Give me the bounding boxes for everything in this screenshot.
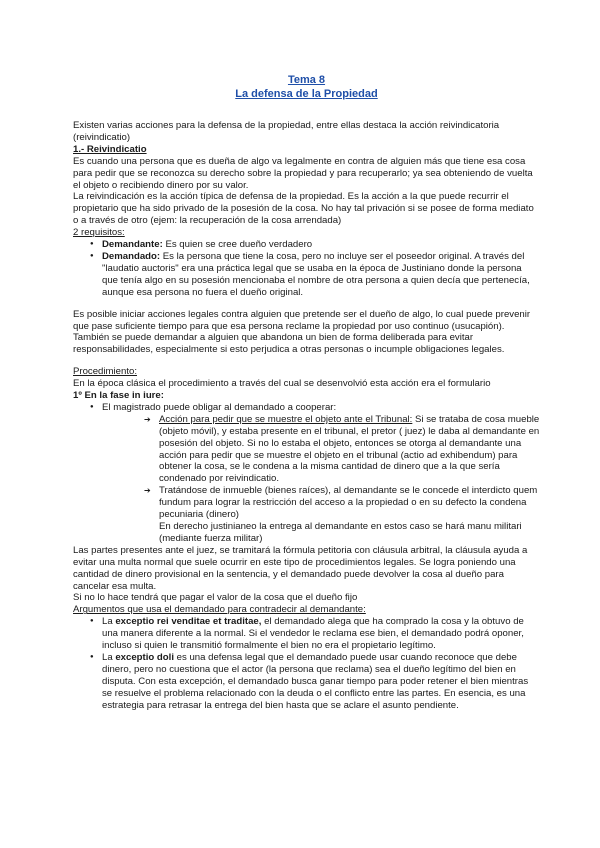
term-exceptio-doli: exceptio doli [115,651,174,663]
paragraph: En la época clásica el procedimiento a través del cual se desenvolvió esta acción era el formulario [73,378,491,390]
term-exceptio-rei-venditae: exceptio rei venditae et traditae, [115,616,262,628]
list-item [73,402,540,545]
term-demandado: Demandado: [102,250,161,262]
item-text: el demandado alega que ha comprado la cosa y la obtuvo de una manera diferente a la normal. Si el vendedor le reclama ese bien, el demandado podrá oponer, incluso si quien le transmitió formalmente el bien no era el propietario legítimo. [102,616,524,652]
paragraph: Es posible iniciar acciones legales contra alguien que pretende ser el dueño de algo, lo cual puede prevenir que pase suficiente tiempo para que esa persona reclame la propiedad por uso continuo (usucapión). También se puede demandar a alguien que abandona un bien de forma deliberada para evitar responsabilidades, especialmente si esto perjudica a otras personas o incumple obligaciones legales. [73,308,531,356]
sub-list [102,414,540,545]
list-item [73,616,540,652]
item-text: El magistrado puede obligar al demandado a cooperar: [102,401,337,413]
item-text: es una defensa legal que el demandado puede usar cuando reconoce que debe dinero, pero no cuestiona que el actor (la persona que reclama) sea el dueño legítimo del bien en disputa. Con esta excepción, el demandado busca ganar tiempo para poder retener el bien mientras se resuelve el problema relacionado con la deuda o el conflicto entre las partes. En esencia, es una estrategia para retrasar la entrega del bien hasta que se aclare el asunto pendiente. [102,651,529,711]
sub-list-item [136,485,540,545]
sub-item-text: ➔ Tratándose de inmueble (bienes raíces), al demandante se le concede el interdicto quem fundum para lograr la restricción del acceso a la propiedad o en su defecto la condena pecuniaria (dinero) [159,485,538,521]
sub-list-item [136,414,540,485]
item-text: Es quien se cree dueño verdadero [162,239,313,251]
page-title: La defensa de la Propiedad [235,88,378,100]
item-prefix: La [102,651,116,663]
sub-item-text: Si se trataba de cosa mueble (objeto móvil), y estaba presente en el tribunal, el pretor ( juez) le daba al demandante en posesión del objeto. Si no lo estaba el objeto, entonces se otorga al demandante una acción para pedir que se muestre el objeto en el tribunal (actio ad exhibendum) para obtener la cosa, se le condena a la misma cantidad de dinero que a la que sería condenado por reivindicatio. [159,413,540,485]
topic-number: Tema 8 [287,74,326,86]
requisitos-list [73,239,540,299]
title-block [73,73,540,101]
paragraph: La reivindicación es la acción típica de defensa de la propiedad. Es la acción a la que puede recurrir el propietario que ha sido privado de la posesión de la cosa. No hay tal privación si se posee de forma mediato o a través de otro (ejem: la recuperación de la cosa arrendada) [73,191,534,227]
procedure-list [73,402,540,545]
paragraph: Es cuando una persona que es dueña de algo va legalmente en contra de alguien más que tiene esa cosa para pedir que se reconozca su derecho sobre la propiedad y para recuperarlo; ya sea obteniendo de vuelta el objeto o recibiendo dinero por su valor. [73,155,533,191]
requisitos-label: 2 requisitos: [73,227,125,239]
item-prefix: La [102,616,116,628]
paragraph: Las partes presentes ante el juez, se tramitará la fórmula petitoria con cláusula arbitral, la cláusula ayuda a evitar una multa normal que suele ocurrir en este tipo de procedimientos legales. Se logra poniendo una cantidad de dinero provisional en la sentencia, y el demandado puede devolver la cosa al dueño para cancelar esa multa. [73,544,528,592]
item-text: Es la persona que tiene la cosa, pero no incluye ser el poseedor original. A través del "laudatio auctoris" era una práctica legal que se usaba en la época de Justiniano donde la persona que tenía algo en su posesión mencionaba el nombre de otra persona a quien decía que pertenecía, aunque esa persona no fuera el dueño original. [102,250,530,298]
list-item [73,251,540,299]
arguments-list [73,616,540,711]
intro-paragraph: Existen varias acciones para la defensa de la propiedad, entre ellas destaca la acción reivindicatoria (reivindicatio) [73,120,500,143]
section-heading-procedimiento: Procedimiento: [73,366,137,378]
sub-item-extra: En derecho justinianeo la entrega al demandante en estos caso se hará manu militari (mediante fuerza militar) [159,521,522,544]
section-heading-reivindicatio: 1.- Reivindicatio [73,143,147,155]
arguments-heading: Argumentos que usa el demandado para contradecir al demandante: [73,604,366,616]
list-item [73,652,540,712]
list-item [73,239,540,251]
term-demandante: Demandante: [102,239,163,251]
fase-heading: 1º En la fase in iure: [73,390,164,402]
sub-item-heading: Acción para pedir que se muestre el objeto ante el Tribunal: [159,413,413,425]
paragraph: Si no lo hace tendrá que pagar el valor de la cosa que el dueño fijo [73,592,358,604]
